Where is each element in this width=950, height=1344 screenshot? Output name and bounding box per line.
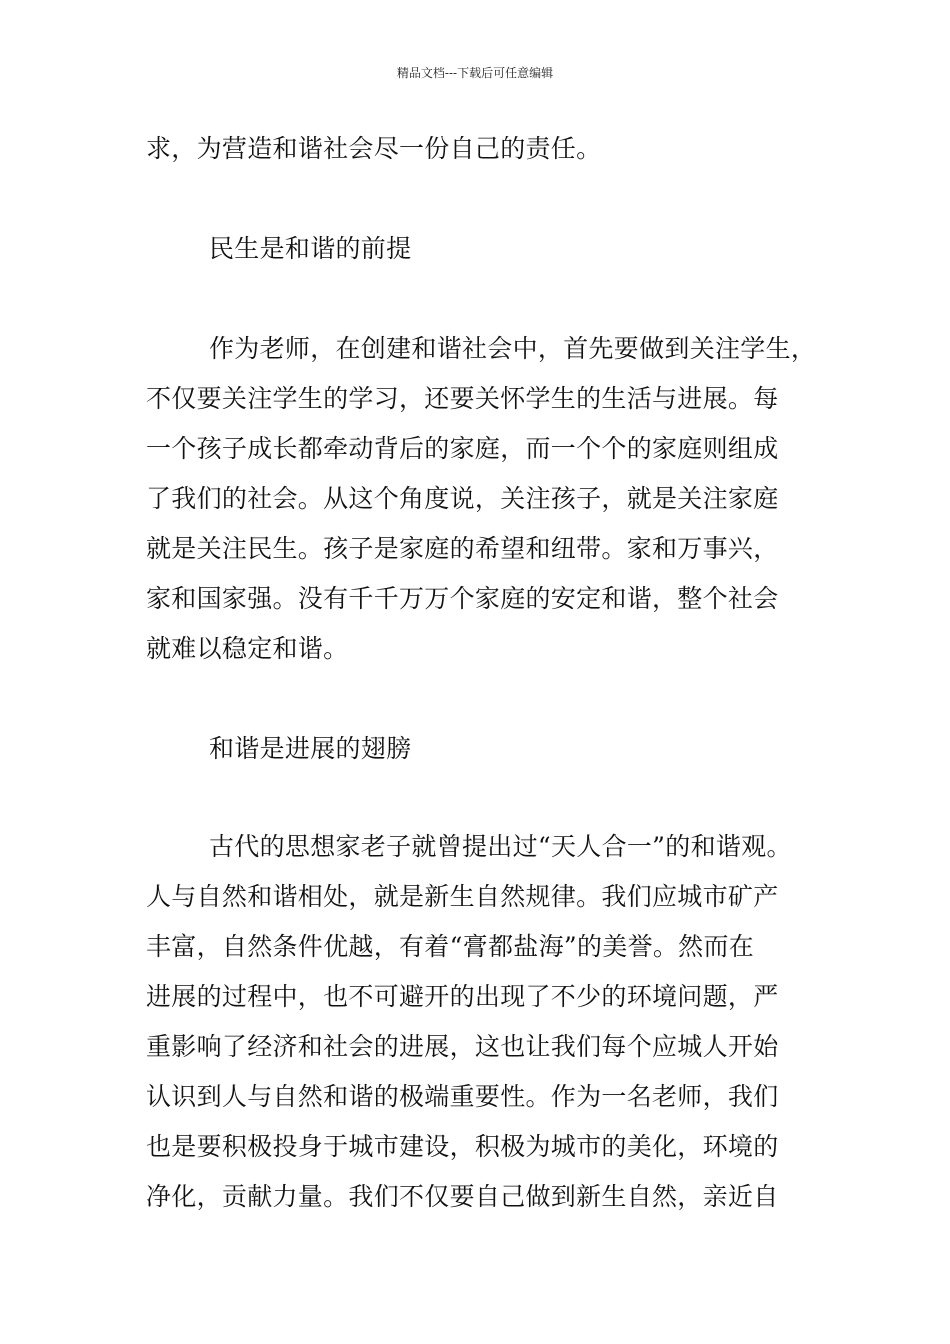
body-line: 一个孩子成长都牵动背后的家庭，而一个个的家庭则组成 bbox=[146, 434, 779, 463]
body-line: 不仅要关注学生的学习，还要关怀学生的生活与进展。每 bbox=[146, 384, 779, 413]
paragraph-first-line: 作为老师，在创建和谐社会中，首先要做到关注学生， bbox=[209, 334, 817, 363]
body-line: 了我们的社会。从这个角度说，关注孩子，就是关注家庭 bbox=[146, 484, 779, 513]
section-heading: 民生是和谐的前提 bbox=[209, 234, 412, 263]
body-line: 净化，贡献力量。我们不仅要自己做到新生自然，亲近自 bbox=[146, 1182, 779, 1211]
body-line: 就难以稳定和谐。 bbox=[146, 634, 349, 663]
body-line: 也是要积极投身于城市建设，积极为城市的美化，环境的 bbox=[146, 1132, 779, 1161]
body-line: 进展的过程中，也不可避开的出现了不少的环境问题，严 bbox=[146, 982, 779, 1011]
body-line: 丰富，自然条件优越，有着“膏都盐海”的美誉。然而在 bbox=[146, 932, 755, 961]
body-line: 重影响了经济和社会的进展，这也让我们每个应城人开始 bbox=[146, 1032, 779, 1061]
section-heading: 和谐是进展的翅膀 bbox=[209, 734, 412, 763]
page-header: 精品文档---下载后可任意编辑 bbox=[396, 66, 554, 80]
body-line: 就是关注民生。孩子是家庭的希望和纽带。家和万事兴， bbox=[146, 534, 779, 563]
body-line: 家和国家强。没有千千万万个家庭的安定和谐，整个社会 bbox=[146, 584, 779, 613]
paragraph-first-line: 古代的思想家老子就曾提出过“天人合一”的和谐观。 bbox=[209, 832, 792, 861]
body-line: 人与自然和谐相处，就是新生自然规律。我们应城市矿产 bbox=[146, 882, 779, 911]
body-line: 求，为营造和谐社会尽一份自己的责任。 bbox=[146, 134, 602, 163]
body-line: 认识到人与自然和谐的极端重要性。作为一名老师，我们 bbox=[146, 1082, 779, 1111]
